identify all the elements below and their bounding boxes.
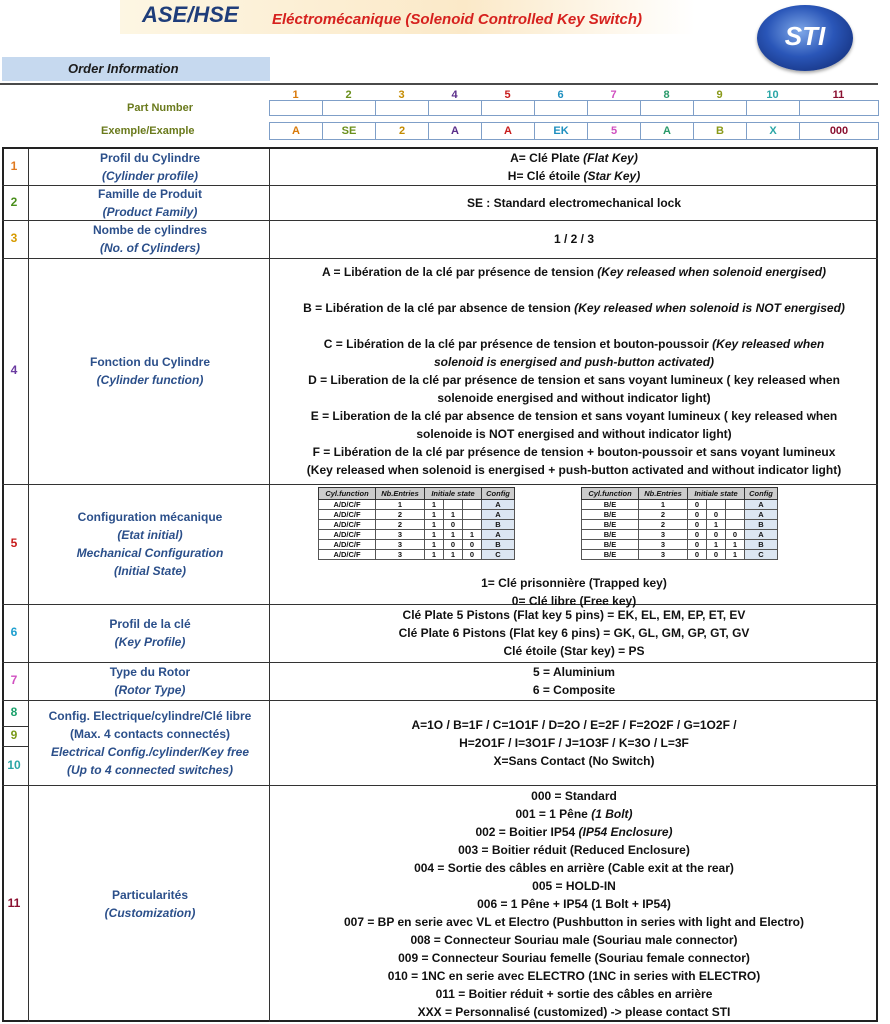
description-line: [271, 716, 877, 734]
example-cell: SE: [322, 122, 376, 140]
description-line: [271, 734, 877, 752]
description-line: [271, 574, 877, 592]
line-text: 006 = 1 Pêne + IP54 (1 Bolt + IP54): [477, 896, 671, 911]
row-label: [30, 886, 270, 922]
table-cell: 0: [463, 550, 482, 560]
label-en: [30, 203, 270, 221]
table-cell: B/E: [582, 530, 639, 540]
table-cell: 1: [376, 500, 425, 510]
table-cell: A: [482, 510, 515, 520]
table-cell: 1: [463, 530, 482, 540]
part-number-cell[interactable]: [693, 100, 747, 116]
description-line: [271, 461, 877, 479]
description-line: [271, 841, 877, 859]
line-text: 008 = Connecteur Souriau male (Souriau male connector): [410, 932, 738, 947]
description-line: [271, 230, 877, 248]
part-number-cell[interactable]: [746, 100, 800, 116]
table-cell: 0: [707, 510, 726, 520]
table-header: Initiale state: [688, 488, 745, 500]
logo-text: STI: [784, 21, 826, 51]
line-text: E = Liberation de la clé par absence de tension et sans voyant lumineux ( key released when: [310, 409, 838, 423]
table-cell: A: [482, 530, 515, 540]
row-description: [271, 574, 877, 610]
label-en-2: [30, 562, 270, 580]
table-cell: 0: [444, 520, 463, 530]
table-row: [582, 550, 778, 560]
label-en: [30, 904, 270, 922]
label-en-text: (Initial State): [113, 564, 186, 578]
table-row: [319, 510, 515, 520]
line-text: A = Libération de la clé par présence de tension: [321, 265, 598, 279]
description-line: [271, 281, 877, 299]
table-cell: 2: [376, 510, 425, 520]
description-line: [271, 389, 877, 407]
label-fr: Nombe de cylindres: [92, 223, 208, 237]
description-line: [271, 985, 877, 1003]
example-cell: B: [693, 122, 747, 140]
table-cell: 0: [688, 500, 707, 510]
label-fr: Particularités: [111, 887, 189, 902]
table-cell: 1: [425, 530, 444, 540]
table-cell: 0: [707, 550, 726, 560]
example-cell: X: [746, 122, 800, 140]
table-row: [582, 520, 778, 530]
table-cell: A/D/C/F: [319, 520, 376, 530]
line-text: Clé étoile (Star key) = PS: [503, 644, 645, 658]
description-line: [271, 787, 877, 805]
position-number: 8: [663, 89, 670, 101]
table-cell: 0: [688, 550, 707, 560]
description-line: [271, 805, 877, 823]
table-cell: A/D/C/F: [319, 500, 376, 510]
example-cell: A: [428, 122, 482, 140]
description-line: [271, 299, 877, 317]
row-description: [271, 663, 877, 699]
row-label: [30, 221, 270, 257]
position-number: 6: [557, 89, 564, 101]
description-line: [271, 752, 877, 770]
description-line: [271, 931, 877, 949]
row-number: 9: [10, 728, 18, 742]
column-divider: [28, 149, 29, 1022]
table-cell: [726, 500, 745, 510]
line-text: Clé Plate 6 Pistons (Flat key 6 pins) = GK, GL, GM, GP, GT, GV: [398, 626, 750, 640]
line-text: A=1O / B=1F / C=1O1F / D=2O / E=2F / F=2O2F / G=1O2F /: [411, 718, 737, 732]
line-text: 000 = Standard: [531, 788, 617, 803]
row-label: [30, 353, 270, 389]
part-number-label: Part Number: [127, 102, 194, 114]
row-number: 6: [10, 625, 18, 639]
table-row: [319, 520, 515, 530]
line-text: 004 = Sortie des câbles en arrière (Cable exit at the rear): [414, 860, 734, 875]
label-en-text: Mechanical Configuration: [76, 546, 224, 560]
table-cell: 1: [639, 500, 688, 510]
part-number-cell[interactable]: [640, 100, 694, 116]
subrow-divider: [2, 726, 28, 727]
table-cell: 1: [425, 500, 444, 510]
description-line: [271, 371, 877, 389]
table-row: [319, 540, 515, 550]
table-cell: 1: [444, 530, 463, 540]
row-number: 4: [10, 363, 18, 377]
description-line: [271, 353, 877, 371]
label-en-text: (Key Profile): [114, 635, 186, 649]
example-cell: 000: [799, 122, 879, 140]
line-text: D = Liberation de la clé par présence de tension et sans voyant lumineux ( key released when: [308, 373, 840, 387]
position-number: 1: [292, 89, 299, 101]
row-number: 2: [10, 194, 18, 209]
example-cell: A: [269, 122, 323, 140]
row-number: 1: [10, 159, 18, 173]
label-en-text: Electrical Config./cylinder/Key free: [50, 745, 250, 759]
description-line: [271, 859, 877, 877]
line-text: (Key released when solenoid is energised + push-button activated and without indicator light): [306, 463, 842, 477]
table-cell: 3: [639, 550, 688, 560]
description-line: [271, 194, 877, 212]
table-cell: 1: [444, 510, 463, 520]
row-divider: [2, 484, 878, 485]
line-text: 007 = BP en serie avec VL et Electro (Pushbutton in series with light and Electro): [343, 914, 805, 929]
table-header: Config: [482, 488, 515, 500]
row-label: [30, 149, 270, 185]
line-translation: (Key released when solenoid is NOT energised): [574, 301, 845, 315]
position-number: 11: [832, 89, 845, 101]
line-text: solenoide is NOT energised and without indicator light): [416, 427, 732, 441]
page-subtitle: Eléctromécanique (Solenoid Controlled Key Switch): [272, 11, 643, 28]
table-header: Cyl.function: [582, 488, 639, 500]
table-header: Config: [745, 488, 778, 500]
line-text: H=2O1F / I=3O1F / J=1O3F / K=3O / L=3F: [459, 736, 689, 750]
description-line: [271, 149, 877, 167]
line-translation: (Key released when solenoid energised): [597, 265, 827, 279]
label-en: [30, 371, 270, 389]
position-number: 4: [451, 89, 458, 101]
label-fr: Profil du Cylindre: [99, 151, 200, 165]
position-number: 5: [504, 89, 511, 101]
label-line: [30, 761, 270, 779]
table-cell: 0: [444, 540, 463, 550]
row-number: 3: [10, 231, 18, 245]
line-translation: (IP54 Enclosure): [578, 824, 673, 839]
table-cell: 1: [425, 540, 444, 550]
page-title: ASE/HSE: [142, 2, 239, 27]
table-cell: 0: [463, 540, 482, 550]
example-cell: A: [640, 122, 694, 140]
mechanical-config-table: [581, 487, 778, 560]
line-text: 0= Clé libre (Free key): [511, 594, 637, 608]
table-cell: 0: [688, 530, 707, 540]
table-cell: A: [745, 510, 778, 520]
label-fr: Profil de la clé: [109, 617, 191, 631]
table-cell: 0: [707, 530, 726, 540]
example-cell: 5: [587, 122, 641, 140]
line-translation: (Key released when: [712, 337, 825, 351]
label-fr-2: [30, 544, 270, 562]
line-text: solenoide energised and without indicator light): [437, 391, 711, 405]
row-description: [271, 606, 877, 660]
table-cell: 3: [376, 550, 425, 560]
example-cell: EK: [534, 122, 588, 140]
label-line: (Max. 4 contacts connectés): [69, 727, 231, 741]
table-row: [582, 500, 778, 510]
label-line: [30, 743, 270, 761]
table-row: [582, 510, 778, 520]
table-cell: 1: [425, 550, 444, 560]
table-cell: 3: [639, 530, 688, 540]
table-cell: 0: [688, 520, 707, 530]
table-cell: B: [745, 540, 778, 550]
line-text: 009 = Connecteur Souriau femelle (Souriau female connector): [398, 950, 750, 965]
table-header: Nb.Entries: [639, 488, 688, 500]
table-header: Nb.Entries: [376, 488, 425, 500]
row-number: 7: [10, 673, 18, 687]
table-cell: B: [482, 520, 515, 530]
description-line: [271, 335, 877, 353]
row-description: [271, 149, 877, 185]
row-label: [30, 615, 270, 651]
table-cell: 1: [425, 520, 444, 530]
label-en: [30, 239, 270, 257]
table-header: Cyl.function: [319, 488, 376, 500]
label-en-text: (Cylinder profile): [101, 169, 198, 183]
row-number: 8: [10, 705, 18, 719]
table-cell: B/E: [582, 540, 639, 550]
row-label: [30, 185, 270, 221]
label-en: [30, 167, 270, 185]
row-description: [271, 787, 877, 1021]
table-cell: 3: [376, 530, 425, 540]
order-info-heading: Order Information: [68, 61, 179, 76]
line-text: 003 = Boitier réduit (Reduced Enclosure): [458, 842, 690, 857]
row-label: [30, 707, 270, 779]
description-line: [271, 913, 877, 931]
position-number: 9: [716, 89, 723, 101]
position-number: 3: [398, 89, 405, 101]
description-line: [271, 895, 877, 913]
table-cell: A: [482, 500, 515, 510]
label-fr: Fonction du Cylindre: [90, 355, 210, 369]
description-line: [271, 663, 877, 681]
position-number: 10: [766, 89, 779, 101]
table-cell: [707, 500, 726, 510]
line-text: 002 = Boitier IP54: [475, 824, 579, 839]
table-cell: A/D/C/F: [319, 540, 376, 550]
label-fr: Famille de Produit: [97, 186, 202, 201]
line-text: 001 = 1 Pêne: [515, 806, 592, 821]
description-line: [271, 317, 877, 335]
label-fr: Configuration mécanique: [77, 510, 223, 524]
line-text: 010 = 1NC en serie avec ELECTRO (1NC in series with ELECTRO): [387, 968, 761, 983]
description-line: [271, 642, 877, 660]
part-number-cell[interactable]: [587, 100, 641, 116]
table-cell: [726, 520, 745, 530]
table-cell: 1: [425, 510, 444, 520]
position-number: 7: [610, 89, 617, 101]
table-cell: 2: [639, 520, 688, 530]
table-cell: 3: [376, 540, 425, 550]
table-cell: B/E: [582, 520, 639, 530]
line-translation: (1 Bolt): [591, 806, 633, 821]
row-description: [271, 194, 877, 212]
table-row: [582, 540, 778, 550]
table-row: [319, 530, 515, 540]
mechanical-config-table: [318, 487, 515, 560]
line-text: H= Clé étoile: [507, 169, 584, 183]
part-number-cell[interactable]: [322, 100, 376, 116]
table-cell: C: [482, 550, 515, 560]
part-number-cell[interactable]: [269, 100, 323, 116]
table-cell: A: [745, 500, 778, 510]
description-line: [271, 877, 877, 895]
row-divider: [2, 700, 878, 701]
table-cell: 2: [376, 520, 425, 530]
description-line: [271, 967, 877, 985]
example-cell: 2: [375, 122, 429, 140]
row-label: [30, 663, 270, 699]
table-cell: C: [745, 550, 778, 560]
part-number-cell[interactable]: [375, 100, 429, 116]
label-line: Config. Electrique/cylindre/Clé libre: [48, 709, 252, 723]
row-number: 10: [7, 757, 21, 772]
table-row: [319, 550, 515, 560]
line-text: 1= Clé prisonnière (Trapped key): [481, 576, 667, 590]
line-text: 6 = Composite: [532, 683, 616, 697]
description-line: [271, 1003, 877, 1021]
label-en-text: (Product Family): [102, 204, 198, 219]
description-line: [271, 681, 877, 699]
table-cell: 1: [444, 550, 463, 560]
table-cell: 0: [688, 510, 707, 520]
label-fr: Type du Rotor: [109, 665, 191, 679]
table-cell: 0: [726, 530, 745, 540]
table-cell: A: [745, 530, 778, 540]
table-cell: A/D/C/F: [319, 530, 376, 540]
part-number-cell[interactable]: [534, 100, 588, 116]
description-line: [271, 425, 877, 443]
label-en-text: (Customization): [104, 905, 196, 920]
row-label: [30, 508, 270, 580]
row-description: [271, 230, 877, 248]
description-line: [271, 443, 877, 461]
line-text: XXX = Personnalisé (customized) -> please contact STI: [417, 1004, 731, 1019]
row-number: 5: [10, 536, 18, 550]
example-label: Exemple/Example: [101, 125, 195, 137]
line-translation: solenoid is energised and push-button activated): [433, 355, 715, 369]
table-cell: A/D/C/F: [319, 550, 376, 560]
line-text: 011 = Boitier réduit + sortie des câbles en arrière: [435, 986, 713, 1001]
label-en: [30, 633, 270, 651]
description-line: [271, 167, 877, 185]
line-text: SE : Standard electromechanical lock: [466, 195, 682, 210]
part-number-cell[interactable]: [481, 100, 535, 116]
description-line: [271, 263, 877, 281]
label-en-text: (No. of Cylinders): [99, 241, 200, 255]
table-cell: B/E: [582, 510, 639, 520]
row-description: [271, 716, 877, 770]
label-en-text: (Rotor Type): [114, 683, 186, 697]
line-text: 1 / 2 / 3: [553, 232, 595, 246]
table-cell: 1: [707, 520, 726, 530]
line-text: A= Clé Plate: [510, 151, 584, 165]
table-row: [582, 530, 778, 540]
label-en: [30, 681, 270, 699]
row-number: 11: [7, 895, 21, 910]
line-text: 5 = Aluminium: [533, 665, 615, 679]
table-cell: [463, 500, 482, 510]
table-cell: 1: [707, 540, 726, 550]
label-en-text: (Up to 4 connected switches): [66, 763, 234, 777]
table-cell: [463, 520, 482, 530]
description-line: [271, 823, 877, 841]
table-cell: 2: [639, 510, 688, 520]
description-line: [271, 407, 877, 425]
part-number-cell[interactable]: [428, 100, 482, 116]
line-translation: (Flat Key): [583, 151, 638, 165]
table-cell: A/D/C/F: [319, 510, 376, 520]
table-cell: B/E: [582, 500, 639, 510]
label-en-text: (Cylinder function): [96, 373, 204, 387]
label-en-text: (Etat initial): [117, 528, 183, 542]
line-text: 005 = HOLD-IN: [532, 878, 616, 893]
table-cell: 1: [726, 550, 745, 560]
table-cell: [463, 510, 482, 520]
row-divider: [2, 258, 878, 259]
subrow-divider: [2, 746, 28, 747]
description-line: [271, 624, 877, 642]
description-line: [271, 949, 877, 967]
line-text: C = Libération de la clé par présence de tension et bouton-poussoir: [323, 337, 713, 351]
line-text: Clé Plate 5 Pistons (Flat key 5 pins) = EK, EL, EM, EP, ET, EV: [402, 608, 746, 622]
line-text: F = Libération de la clé par présence de tension + bouton-poussoir et sans voyant lumineux: [312, 445, 836, 459]
table-row: [319, 500, 515, 510]
table-cell: B: [745, 520, 778, 530]
description-line: [271, 606, 877, 624]
table-cell: B: [482, 540, 515, 550]
table-cell: 3: [639, 540, 688, 550]
row-description: [271, 263, 877, 479]
position-number: 2: [345, 89, 352, 101]
line-text: X=Sans Contact (No Switch): [493, 754, 655, 768]
table-cell: 0: [688, 540, 707, 550]
table-header: Initiale state: [425, 488, 482, 500]
header-divider: [0, 83, 878, 85]
line-translation: (Star Key): [583, 169, 641, 183]
part-number-cell[interactable]: [799, 100, 879, 116]
table-cell: [444, 500, 463, 510]
table-cell: [726, 510, 745, 520]
example-cell: A: [481, 122, 535, 140]
table-cell: B/E: [582, 550, 639, 560]
table-cell: 1: [726, 540, 745, 550]
label-en: [30, 526, 270, 544]
line-text: B = Libération de la clé par absence de tension: [303, 301, 575, 315]
